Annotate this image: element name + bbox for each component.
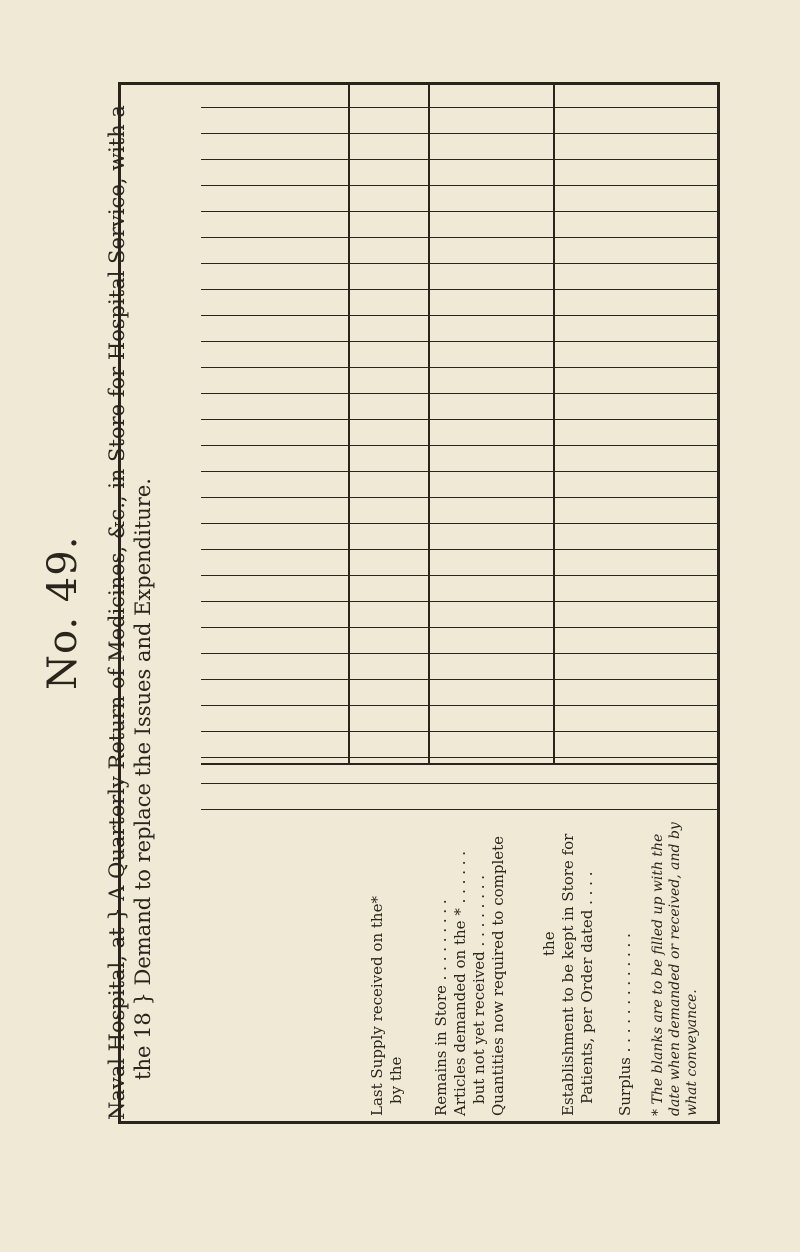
table-row-line [201, 107, 717, 108]
footnote-line-3: what conveyance. [684, 989, 700, 1116]
table-row-line [201, 315, 717, 316]
table-row-line [201, 237, 717, 238]
table-row-line [201, 653, 717, 654]
last-supply-by: by the [387, 1056, 405, 1104]
table-row-line [201, 523, 717, 524]
not-received-label: but not yet received . . . . . . . . [470, 874, 488, 1104]
column-divider [428, 85, 430, 763]
footnote-line-2: date when demanded or received, and by [667, 822, 683, 1116]
quantities-required-label: Quantities now required to complete [489, 835, 507, 1116]
establishment-label: Establishment to be kept in Store for [559, 833, 577, 1116]
table-row-line [201, 809, 717, 810]
footnote [650, 822, 701, 1116]
rows-bottom-rule [201, 763, 717, 765]
table-row-line [201, 393, 717, 394]
title-line-1: Naval Hospital, at } A Quarterly Return of Medicines, &c., in Store for Hospital Service, with a [105, 105, 129, 1120]
table-row-line [201, 159, 717, 160]
column-divider [553, 85, 555, 763]
patients-per-order-label: Patients, per Order dated . . . . [578, 871, 596, 1104]
footer-remains [432, 836, 508, 1116]
table-row-line [201, 471, 717, 472]
footnote-line-1: * The blanks are to be filled up with the [650, 833, 666, 1116]
table-row-line [201, 263, 717, 264]
table-row-line [201, 341, 717, 342]
footer-surplus [616, 933, 635, 1116]
table-row-line [201, 367, 717, 368]
the-label: the [540, 931, 558, 956]
table-row-line [201, 211, 717, 212]
table-row-line [201, 627, 717, 628]
last-supply-label: Last Supply received on the* [368, 896, 386, 1116]
table-row-line [201, 549, 717, 550]
articles-demanded-label: Articles demanded on the * . . . . . . [451, 850, 469, 1116]
footer-last-supply [368, 896, 406, 1116]
table-row-line [201, 679, 717, 680]
table-row-line [201, 497, 717, 498]
table-row-line [201, 783, 717, 784]
column-divider [348, 85, 350, 763]
table-row-line [201, 731, 717, 732]
table-row-line [201, 757, 717, 758]
table-row-line [201, 601, 717, 602]
table-row-line [201, 289, 717, 290]
table-row-line [201, 445, 717, 446]
table-row-line [201, 575, 717, 576]
footer-establishment [540, 834, 597, 1116]
page-number: No. 49. [40, 535, 86, 690]
surplus-label: Surplus . . . . . . . . . . . . . [616, 933, 634, 1116]
table-row-line [201, 185, 717, 186]
remains-in-store-label: Remains in Store . . . . . . . . . [432, 899, 450, 1116]
table-row-line [201, 419, 717, 420]
title-line-2: the 18 } Demand to replace the Issues and Expenditure. [131, 478, 155, 1080]
table-row-line [201, 133, 717, 134]
table-row-line [201, 705, 717, 706]
